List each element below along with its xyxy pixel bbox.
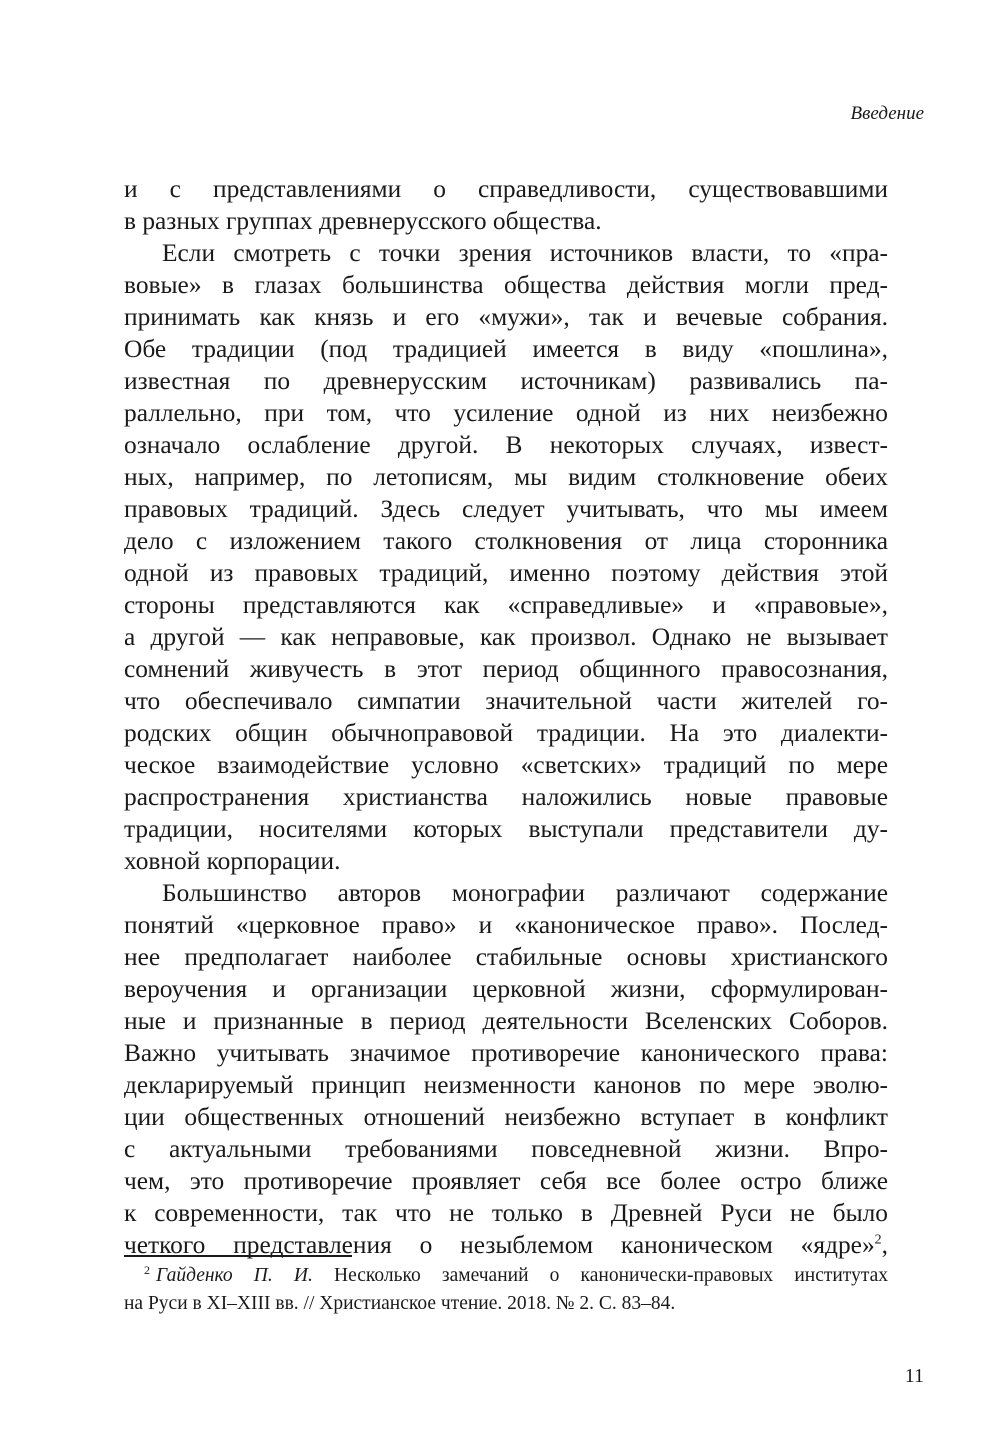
text-line: Важно учитывать значимое противоречие канонического права: (124, 1039, 888, 1067)
text-line: а другой — как неправовые, как произвол. Однако не вызывает (124, 623, 888, 651)
text-line: ховной корпорации. (124, 847, 341, 875)
paragraph-first-line: Большинство авторов монографии различают содержание (162, 879, 888, 907)
text-line: понятий «церковное право» и «каноническое право». Послед- (124, 911, 888, 939)
text-line: родских общин обычноправовой традиции. На это диалекти- (124, 719, 888, 747)
text-line: в разных группах древнерусского общества. (124, 207, 602, 235)
text-line: чем, это противоречие проявляет себя все более остро ближе (124, 1167, 888, 1195)
text-line: сомнений живучесть в этот период общинного правосознания, (124, 655, 888, 683)
text-line: принимать как князь и его «мужи», так и вечевые собрания. (124, 303, 888, 331)
text-line: традиции, носителями которых выступали представители ду- (124, 815, 888, 843)
footnote-separator (124, 1255, 352, 1257)
text-line: правовых традиций. Здесь следует учитывать, что мы имеем (124, 495, 888, 523)
text-line: с актуальными требованиями повседневной жизни. Впро- (124, 1135, 888, 1163)
text-line: ческое взаимодействие условно «светских» традиций по мере (124, 751, 888, 779)
paragraph-first-line: Если смотреть с точки зрения источников власти, то «пра- (162, 239, 888, 267)
text-line: раллельно, при том, что усиление одной из них неизбежно (124, 399, 888, 427)
text-line: нее предполагает наиболее стабильные основы христианского (124, 943, 888, 971)
text-line: одной из правовых традиций, именно поэтому действия этой (124, 559, 888, 587)
text-line: дело с изложением такого столкновения от лица сторонника (124, 527, 888, 555)
footnote-text: Несколько замечаний о канонически-правовых институтах (312, 1265, 888, 1286)
main-text (124, 173, 888, 1261)
footnote-reference[interactable]: 2 (874, 1232, 882, 1248)
footnotes (124, 1262, 888, 1318)
running-head: Введение (850, 103, 924, 124)
text-line: вовые» в глазах большинства общества действия могли пред- (124, 271, 888, 299)
text-line: известная по древнерусским источникам) развивались па- (124, 367, 888, 395)
footnote-line-2: на Руси в XI–XIII вв. // Христианское чтение. 2018. № 2. С. 83–84. (124, 1293, 676, 1314)
page-number: 11 (904, 1365, 924, 1387)
footnote-line-1 (124, 1262, 888, 1290)
text-line: ных, например, по летописям, мы видим столкновение обеих (124, 463, 888, 491)
text-line: что обеспечивало симпатии значительной части жителей го- (124, 687, 888, 715)
text-line: и с представлениями о справедливости, существовавшими (124, 175, 888, 203)
comma: , (881, 1231, 888, 1259)
footnote-author: Гайденко П. И. (156, 1265, 313, 1286)
text-line: Обе традиции (под традицией имеется в виду «пошлина», (124, 335, 888, 363)
text-line: распространения христианства наложились новые правовые (124, 783, 888, 811)
text-line: ные и признанные в период деятельности Вселенских Соборов. (124, 1007, 888, 1035)
text-line: декларируемый принцип неизменности канонов по мере эволю- (124, 1071, 888, 1099)
footnote-number: 2 (144, 1262, 150, 1277)
text-line: ции общественных отношений неизбежно вступает в конфликт (124, 1103, 888, 1131)
text-line: означало ослабление другой. В некоторых случаях, извест- (124, 431, 888, 459)
text-line: четкого представления о незыблемом каноническом «ядре» (124, 1231, 875, 1259)
text-line: стороны представляются как «справедливые» и «правовые», (124, 591, 888, 619)
text-line: к современности, так что не только в Древней Руси не было (124, 1199, 888, 1227)
text-line: вероучения и организации церковной жизни, сформулирован- (124, 975, 888, 1003)
